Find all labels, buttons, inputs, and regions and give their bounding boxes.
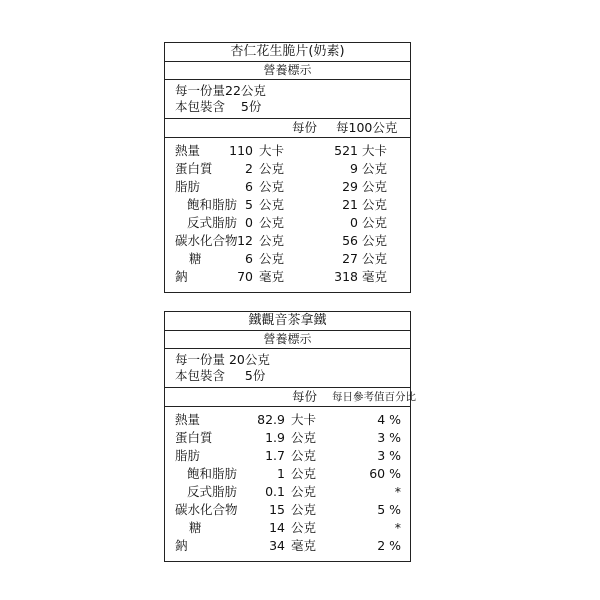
per-100g-value: 318 <box>334 269 358 284</box>
nutrient-rows <box>165 407 410 561</box>
per-serving-value: 15 <box>269 502 285 517</box>
nutrient-name: 蛋白質 <box>175 161 213 176</box>
nutrient-name: 碳水化合物 <box>175 502 238 517</box>
per-100g-value: 521 <box>334 143 358 158</box>
per-100g-value: 56 <box>342 233 358 248</box>
nutrient-name: 熱量 <box>175 412 201 427</box>
per-serving-value: 70 <box>237 269 253 284</box>
per-serving-value: 82.9 <box>257 412 285 427</box>
column-daily-value-percent: 每日參考值百分比 <box>332 391 416 403</box>
product-title: 鐵觀音茶拿鐵 <box>165 312 410 331</box>
per-100g-unit: 公克 <box>362 251 388 266</box>
nutrient-name: 糖 <box>189 520 202 535</box>
daily-value-percent: * <box>394 484 401 499</box>
per-serving-value: 1.9 <box>265 430 285 445</box>
per-serving-unit: 公克 <box>291 448 317 463</box>
per-serving-value: 6 <box>245 179 253 194</box>
per-serving-unit: 公克 <box>259 179 285 194</box>
column-per-serving: 每份 <box>292 120 318 135</box>
serving-size: 每一份量22公克 <box>175 83 266 98</box>
per-100g-unit: 公克 <box>362 215 388 230</box>
nutrient-name: 飽和脂肪 <box>187 197 238 212</box>
per-serving-value: 14 <box>269 520 285 535</box>
per-serving-unit: 毫克 <box>259 269 285 284</box>
nutrient-name: 蛋白質 <box>175 430 213 445</box>
per-serving-unit: 公克 <box>291 430 317 445</box>
nutrition-label-tieguanyin-latte <box>164 311 416 562</box>
nutrient-name: 鈉 <box>175 269 188 284</box>
nutrient-row-saturated-fat <box>165 196 410 214</box>
per-serving-value: 34 <box>269 538 285 553</box>
per-100g-value: 0 <box>350 215 358 230</box>
servings-per-pack: 本包裝含 5份 <box>175 368 266 383</box>
daily-value-percent: * <box>394 520 401 535</box>
per-serving-unit: 公克 <box>259 251 285 266</box>
per-serving-value: 1 <box>277 466 285 481</box>
column-header <box>165 388 416 407</box>
daily-value-percent: 3 % <box>377 430 401 445</box>
product-title: 杏仁花生脆片(奶素) <box>165 43 410 62</box>
per-serving-unit: 公克 <box>259 197 285 212</box>
daily-value-percent: 3 % <box>377 448 401 463</box>
per-100g-value: 9 <box>350 161 358 176</box>
nutrition-facts-heading: 營養標示 <box>165 331 410 349</box>
nutrient-row-saturated-fat <box>165 465 410 483</box>
per-100g-unit: 大卡 <box>362 143 388 158</box>
nutrient-row-trans-fat <box>165 483 410 501</box>
nutrient-row-sodium <box>165 268 410 286</box>
nutrient-row-protein <box>165 429 410 447</box>
nutrient-name: 鈉 <box>175 538 188 553</box>
per-serving-value: 2 <box>245 161 253 176</box>
daily-value-percent: 5 % <box>377 502 401 517</box>
per-serving-unit: 公克 <box>259 215 285 230</box>
nutrient-row-carbohydrate <box>165 232 410 250</box>
nutrient-name: 脂肪 <box>175 179 201 194</box>
per-serving-unit: 毫克 <box>291 538 317 553</box>
per-serving-value: 1.7 <box>265 448 285 463</box>
per-100g-unit: 公克 <box>362 197 388 212</box>
per-100g-value: 29 <box>342 179 358 194</box>
per-serving-unit: 公克 <box>291 484 317 499</box>
nutrition-facts-heading: 營養標示 <box>165 62 410 80</box>
nutrient-row-trans-fat <box>165 214 410 232</box>
nutrient-row-sugar <box>165 519 410 537</box>
per-serving-unit: 大卡 <box>259 143 285 158</box>
nutrient-row-fat <box>165 178 410 196</box>
per-serving-unit: 公克 <box>259 161 285 176</box>
nutrient-rows <box>165 138 410 292</box>
serving-info <box>165 349 410 388</box>
column-header <box>165 119 410 138</box>
nutrient-row-protein <box>165 160 410 178</box>
per-serving-value: 12 <box>237 233 253 248</box>
nutrient-row-energy <box>165 411 410 429</box>
serving-info <box>165 80 410 119</box>
column-per-serving: 每份 <box>292 389 318 404</box>
nutrient-name: 脂肪 <box>175 448 201 463</box>
per-100g-value: 27 <box>342 251 358 266</box>
per-serving-unit: 公克 <box>291 520 317 535</box>
nutrient-row-energy <box>165 142 410 160</box>
per-serving-unit: 公克 <box>291 502 317 517</box>
per-serving-value: 0.1 <box>265 484 285 499</box>
nutrient-row-fat <box>165 447 410 465</box>
nutrient-name: 反式脂肪 <box>187 484 238 499</box>
per-100g-unit: 公克 <box>362 233 388 248</box>
nutrient-row-sodium <box>165 537 410 555</box>
daily-value-percent: 2 % <box>377 538 401 553</box>
per-100g-unit: 公克 <box>362 179 388 194</box>
nutrient-name: 碳水化合物 <box>175 233 238 248</box>
per-100g-unit: 公克 <box>362 161 388 176</box>
per-serving-value: 0 <box>245 215 253 230</box>
nutrient-name: 熱量 <box>175 143 201 158</box>
per-serving-unit: 公克 <box>259 233 285 248</box>
per-serving-unit: 大卡 <box>291 412 317 427</box>
nutrient-name: 飽和脂肪 <box>187 466 238 481</box>
nutrition-label-almond-peanut-chips <box>164 42 411 293</box>
nutrient-name: 反式脂肪 <box>187 215 238 230</box>
per-serving-value: 110 <box>229 143 253 158</box>
daily-value-percent: 4 % <box>377 412 401 427</box>
per-100g-unit: 毫克 <box>362 269 388 284</box>
daily-value-percent: 60 % <box>369 466 401 481</box>
column-per-100g: 每100公克 <box>336 120 398 135</box>
per-serving-unit: 公克 <box>291 466 317 481</box>
nutrient-row-carbohydrate <box>165 501 410 519</box>
nutrient-name: 糖 <box>189 251 202 266</box>
servings-per-pack: 本包裝含 5份 <box>175 99 262 114</box>
nutrient-row-sugar <box>165 250 410 268</box>
per-serving-value: 6 <box>245 251 253 266</box>
per-100g-value: 21 <box>342 197 358 212</box>
serving-size: 每一份量 20公克 <box>175 352 270 367</box>
per-serving-value: 5 <box>245 197 253 212</box>
